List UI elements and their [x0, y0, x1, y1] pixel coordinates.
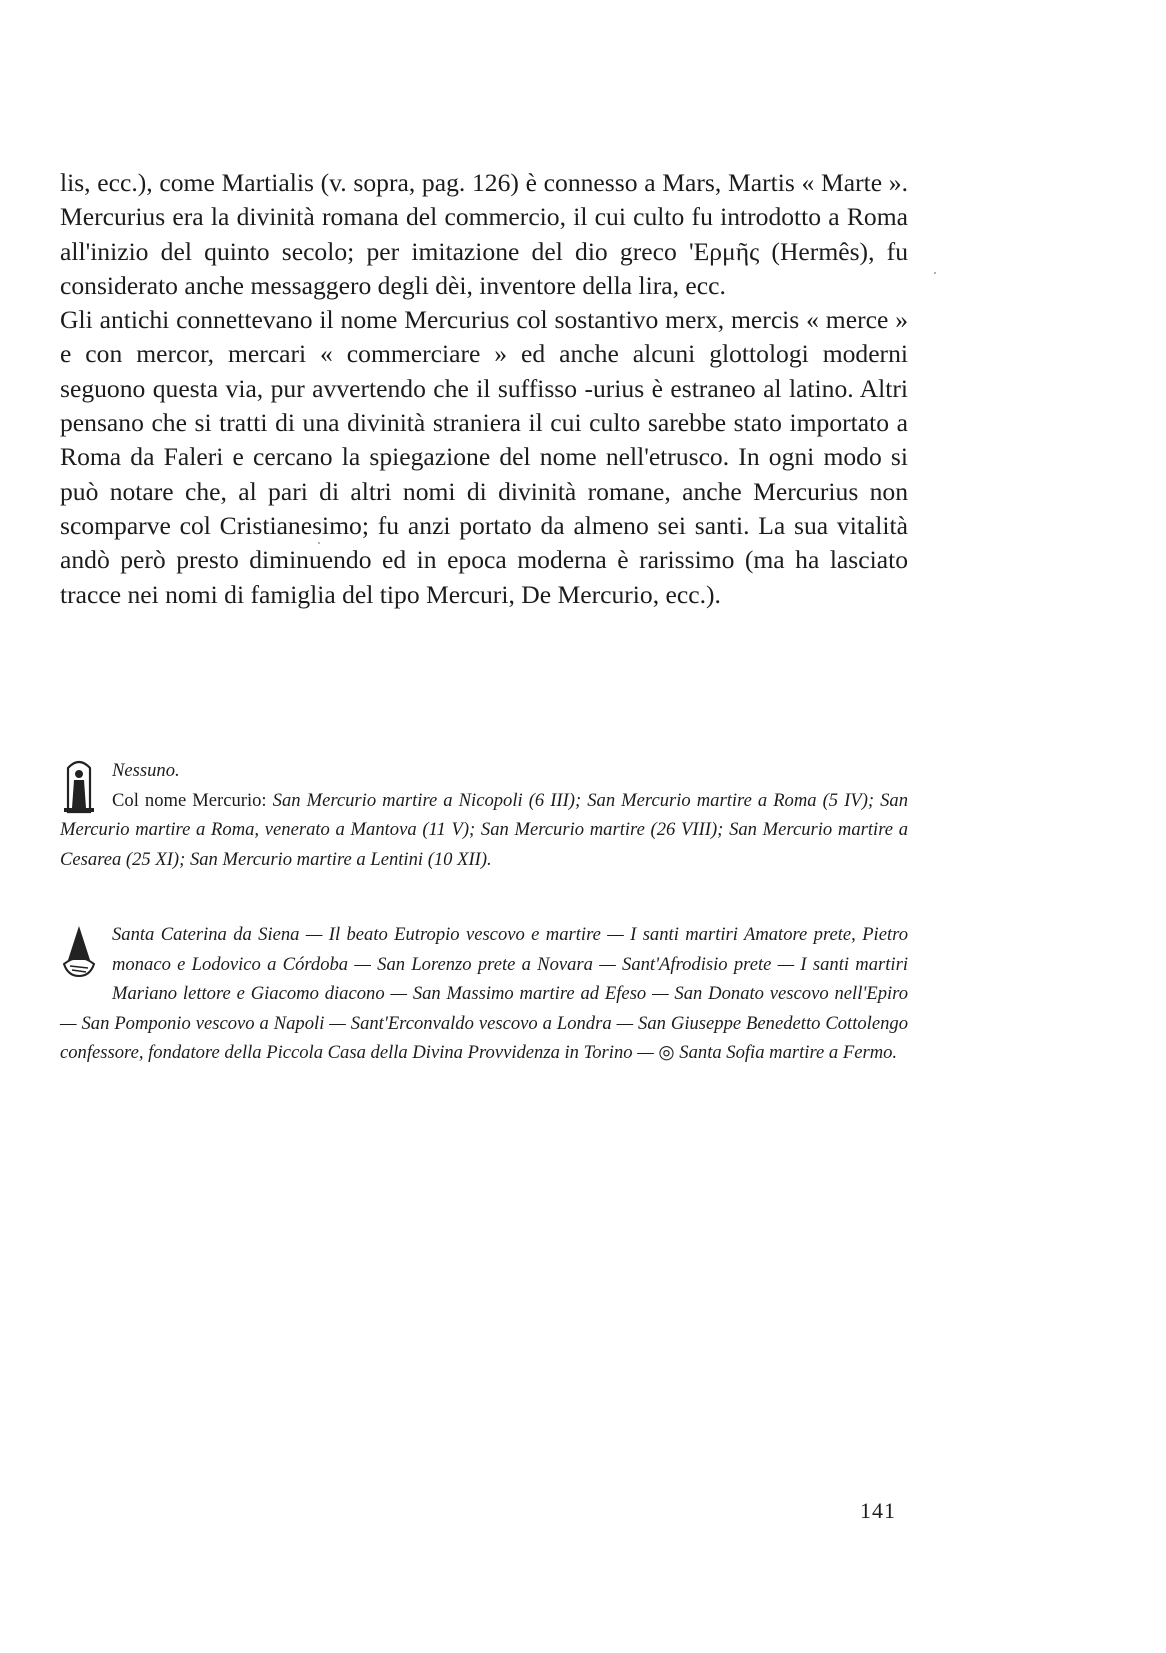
- calendar-text: [60, 920, 908, 1068]
- main-text: [60, 166, 908, 612]
- special-mark: ◎: [658, 1042, 675, 1063]
- paragraph-2: Gli antichi connettevano il nome Mercurius col sostantivo merx, mercis « merce » e con mercor, mercari « commerciare » ed anche alcuni glottologi moderni seguono questa via, pur avvertendo che il suffisso -urius è estraneo al latino. Altri pensano che si tratti di una divinità straniera il cui culto sarebbe stato importato a Roma da Faleri e cercano la spiegazione del nome nell'etrusco. In ogni modo si può notare che, al pari di altri nomi di divinità romane, anche Mercurius non scomparve col Cristianesimo; fu anzi portato da almeno sei santi. La sua vitalità andò però presto diminuendo ed in epoca moderna è rarissimo (ma ha lasciato tracce nei nomi di famiglia del tipo Mercuri, De Mercurio, ecc.).: [60, 305, 908, 609]
- col-nome-label: Col nome Mercurio:: [112, 789, 267, 811]
- page-number: 141: [860, 1498, 896, 1523]
- paper-speck: [934, 272, 936, 274]
- paragraph-1: lis, ecc.), come Martialis (v. sopra, pag. 126) è connesso a Mars, Martis « Marte ». Mercurius era la divinità romana del commercio, il cui culto fu introdotto a Roma all'inizio del quinto secolo; per imitazione del dio greco 'Ερμῆς (Hermês), fu considerato anche messaggero degli dèi, inventore della lira, ecc.: [60, 168, 908, 300]
- bell-emblem-icon: [60, 922, 98, 980]
- paper-speck: [318, 542, 320, 544]
- saints-list: [60, 786, 908, 875]
- calendar-saints: Santa Caterina da Siena — Il beato Eutropio vescovo e martire — I santi martiri Amatore prete, Pietro monaco e Lodovico a Córdoba — San Lorenzo prete a Novara — Sant'Afrodisio prete — I santi martiri Mariano lettore e Giacomo diacono — San Massimo martire ad Efeso — San Donato vescovo nell'Epiro — San Pomponio vescovo a Napoli — Sant'Erconvaldo vescovo a Londra — San Giuseppe Benedetto Cottolengo confessore, fondatore della Piccola Casa della Divina Provvidenza in Torino —: [60, 924, 908, 1063]
- calendar-block: [60, 920, 908, 1068]
- calendar-last: Santa Sofia martire a Fermo.: [679, 1042, 898, 1063]
- saints-text: San Mercurio martire a Nicopoli (6 III); San Mercurio martire a Roma (5 IV); San Mercurio martire a Roma, venerato a Mantova (11 V); San Mercurio martire (26 VIII); San Mercurio martire a Cesarea (25 XI); San Mercurio martire a Lentini (10 XII).: [60, 789, 909, 870]
- none-label: Nessuno.: [112, 760, 180, 781]
- onomastico-block: [60, 756, 908, 874]
- saint-figure-icon: [60, 758, 98, 814]
